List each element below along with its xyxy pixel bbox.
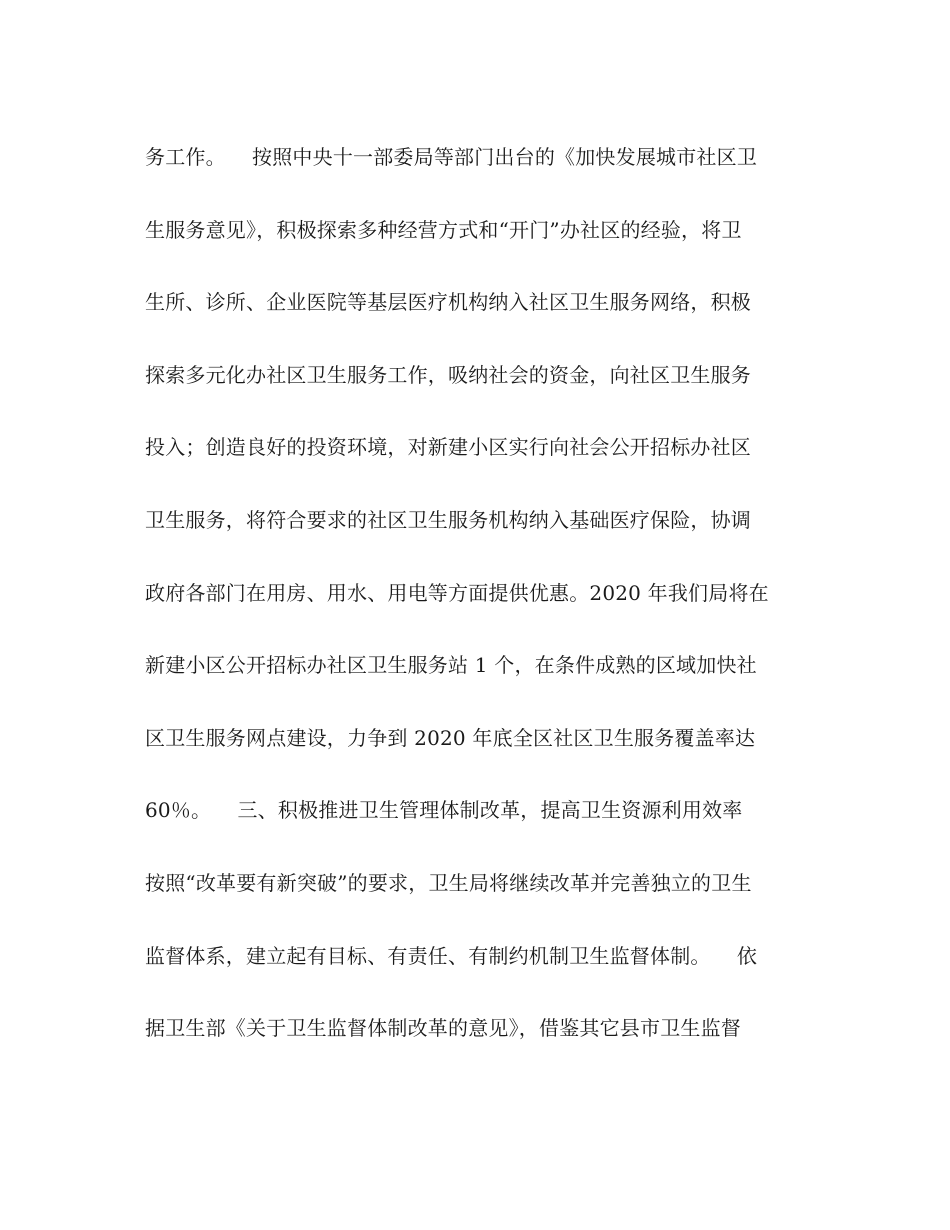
text-line: 60％。 三、积极推进卫生管理体制改革，提高卫生资源利用效率 — [145, 798, 743, 823]
text-line: 按照“改革要有新突破”的要求，卫生局将继续改革并完善独立的卫生 — [145, 870, 752, 895]
text-line: 生所、诊所、企业医院等基层医疗机构纳入社区卫生服务网络，积极 — [145, 290, 751, 315]
text-line: 区卫生服务网点建设，力争到 2020 年底全区社区卫生服务覆盖率达 — [145, 725, 756, 750]
text-line: 生服务意见》，积极探索多种经营方式和“开门”办社区的经验，将卫 — [145, 217, 742, 242]
text-line: 务工作。 按照中央十一部委局等部门出台的《加快发展城市社区卫 — [145, 145, 758, 169]
body-text — [145, 139, 805, 1083]
text-line: 卫生服务，将符合要求的社区卫生服务机构纳入基础医疗保险，协调 — [145, 507, 751, 532]
text-line: 投入；创造良好的投资环境，对新建小区实行向社会公开招标办社区 — [145, 435, 751, 460]
text-line: 监督体系，建立起有目标、有责任、有制约机制卫生监督体制。 依 — [145, 943, 758, 968]
text-line: 新建小区公开招标办社区卫生服务站 1 个，在条件成熟的区域加快社 — [145, 653, 757, 678]
text-line: 据卫生部《关于卫生监督体制改革的意见》，借鉴其它县市卫生监督 — [145, 1016, 741, 1041]
text-line: 探索多元化办社区卫生服务工作，吸纳社会的资金，向社区卫生服务 — [145, 362, 751, 387]
text-line: 政府各部门在用房、用水、用电等方面提供优惠。2020 年我们局将在 — [145, 580, 769, 605]
